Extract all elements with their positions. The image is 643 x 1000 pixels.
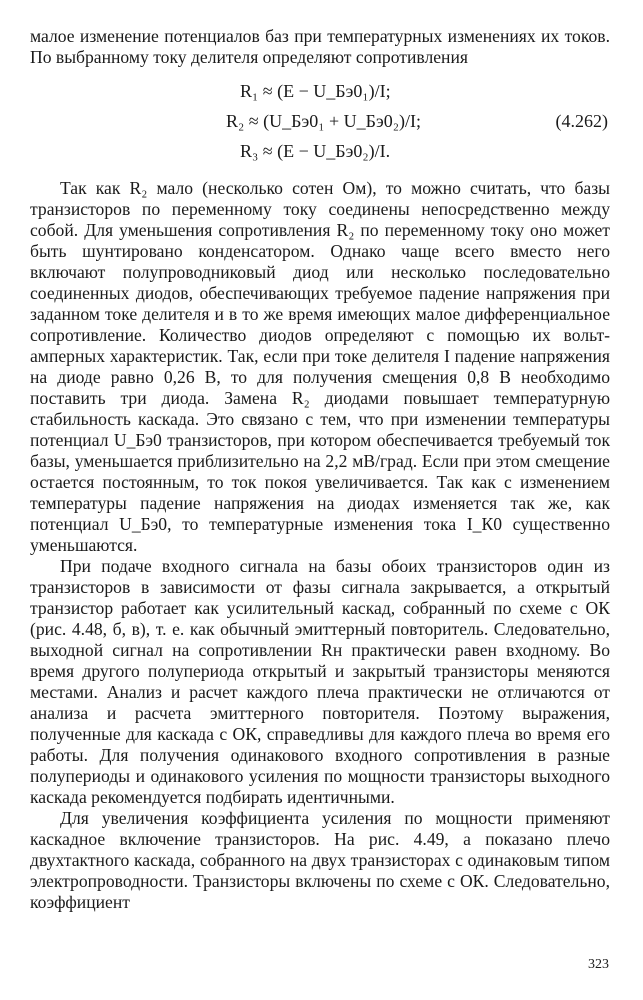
paragraph-3: Для увеличения коэффициента усиления по мощности применяют каскадное включение транзисторов. На рис. 4.49, а показано плечо двухтактного каскада, собранного на двух транзисторах с одинаковым типом электропроводности. Транзисторы включены по схеме с ОК. Следовательно, коэффициент	[30, 808, 610, 912]
formula-line-3: R₃ ≈ (E − U_Бэ0₂)/I.	[240, 141, 391, 161]
page-number: 323	[588, 957, 609, 972]
intro-paragraph: малое изменение потенциалов баз при температурных изменениях их токов. По выбранному току делителя определяют сопротивления	[30, 26, 610, 67]
formula-lines	[226, 76, 421, 166]
formula-line-2: R₂ ≈ (U_Бэ0₁ + U_Бэ0₂)/I;	[226, 111, 421, 131]
formula-block	[30, 76, 610, 172]
formula-number: (4.262)	[555, 111, 608, 131]
paragraph-2: При подаче входного сигнала на базы обоих транзисторов один из транзисторов в зависимости от фазы сигнала закрывается, а открытый транзистор работает как усилительный каскад, собранный по схеме с ОК (рис. 4.48, б, в), т. е. как обычный эмиттерный повторитель. Следовательно, выходной сигнал на сопротивлении Rн практически равен входному. Во время другого полупериода открытый и закрытый транзисторы меняются местами. Анализ и расчет каждого плеча практически не отличаются от анализа и расчета эмиттерного повторителя. Поэтому выражения, полученные для каскада с ОК, справедливы для каждого плеча во время его работы. Для получения одинакового входного сопротивления в разные полупериоды и одинакового усиления по мощности транзисторы выходного каскада рекомендуется подбирать идентичными.	[30, 556, 610, 807]
paragraph-1: Так как R₂ мало (несколько сотен Ом), то можно считать, что базы транзисторов по переменному току соединены непосредственно между собой. Для уменьшения сопротивления R₂ по переменному току оно может быть шунтировано конденсатором. Однако чаще всего вместо него включают полупроводниковый диод или несколько последовательно соединенных диодов, обеспечивающих требуемое падение напряжения при заданном токе делителя и в то же время имеющих малое дифференциальное сопротивление. Количество диодов определяют с помощью их вольт-амперных характеристик. Так, если при токе делителя I падение напряжения на диоде равно 0,26 В, то для получения смещения 0,8 В необходимо поставить три диода. Замена R₂ диодами повышает температурную стабильность каскада. Это связано с тем, что при изменении температуры потенциал U_Бэ0 транзисторов, при котором обеспечивается требуемый ток базы, уменьшается приблизительно на 2,2 мВ/град. Если при этом смещение остается постоянным, то ток покоя увеличивается. Так как с изменением температуры падение напряжения на диодах изменяется так же, как потенциал U_Бэ0, то температурные изменения тока I_К0 существенно уменьшаются.	[30, 178, 610, 555]
formula-line-1: R₁ ≈ (E − U_Бэ0₁)/I;	[240, 81, 391, 101]
page-body	[30, 26, 610, 913]
